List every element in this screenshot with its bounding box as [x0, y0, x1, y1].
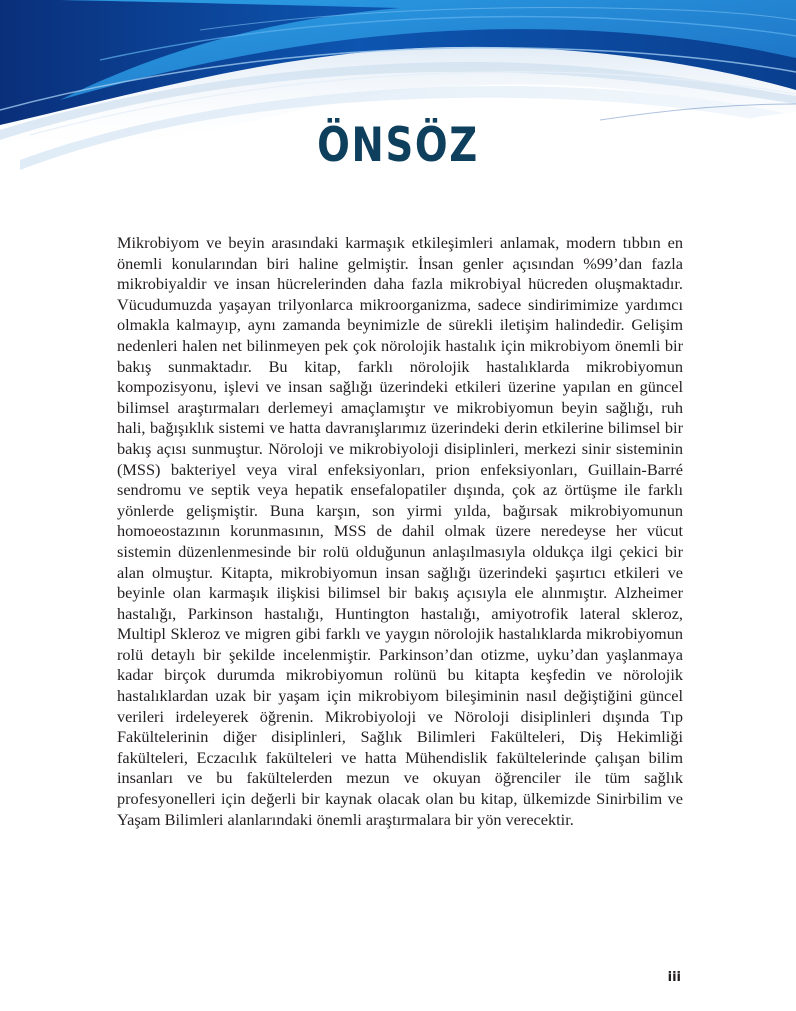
page-number: iii: [667, 970, 681, 985]
preface-paragraph: Mikrobiyom ve beyin arasındaki karmaşık etkileşimleri anlamak, modern tıbbın en önemli konularından biri haline gelmiştir. İnsan genler açısından %99’dan fazla mikrobiyaldir ve insan hücrelerinden daha fazla mikrobiyal hücreden oluşmaktadır. Vücudumuzda yaşayan trilyonlarca mikroorganizma, sadece sindirimimize yardımcı olmakla kalmayıp, aynı zamanda beynimizle de sürekli iletişim halindedir. Gelişim nedenleri halen net bilinmeyen pek çok nörolojik hastalık için mikrobiyom önemli bir bakış sunmaktadır. Bu kitap, farklı nörolojik hastalıklarda mikrobiyomun kompozisyonu, işlevi ve insan sağlığı üzerindeki etkileri üzerine yapılan en güncel bilimsel araştırmaları derlemeyi amaçlamıştır ve mikrobiyomun beyin sağlığı, ruh hali, bağışıklık sistemi ve hatta davranışlarımız üzerindeki derin etkilerine bilimsel bir bakış açısı sunmuştur. Nöroloji ve mikrobiyoloji disiplinleri, merkezi sinir sisteminin (MSS) bakteriyel veya viral enfeksiyonları, prion enfeksiyonları, Guillain-Barré sendromu ve septik veya hepatik ensefalopatiler dışında, çok az örtüşme ile farklı yönlerde gelişmiştir. Buna karşın, son yirmi yılda, bağırsak mikrobiyomunun homoeostazının korunmasının, MSS de dahil olmak üzere neredeyse her vücut sistemin düzenlenmesinde bir rolü olduğunun anlaşılmasıyla oldukça ilgi çekici bir alan olmuştur. Kitapta, mikrobiyomun insan sağlığı üzerindeki şaşırtıcı etkileri ve beyinle olan karmaşık ilişkisi bilimsel bir bakış açısıyla ele alınmıştır. Alzheimer hastalığı, Parkinson hastalığı, Huntington hastalığı, amiyotrofik lateral skleroz, Multipl Skleroz ve migren gibi farklı ve yaygın nörolojik hastalıklarda mikrobiyomun rolü detaylı bir şekilde incelenmiştir. Parkinson’dan otizme, uyku’dan yaşlanmaya kadar birçok durumda mikrobiyomun rolünü bu kitapta keşfedin ve nörolojik hastalıklardan uzak bir yaşam için mikrobiyom bileşiminin nasıl değiştiğini güncel verileri irdeleyerek öğrenin. Mikrobiyoloji ve Nöroloji disiplinleri dışında Tıp Fakültelerinin diğer disiplinleri, Sağlık Bilimleri Fakülteleri, Diş Hekimliği fakülteleri, Eczacılık fakülteleri ve hatta Mühendislik fakültelerinde çalışan bilim insanları ve bu fakültelerden mezun ve okuyan öğrenciler ile tüm sağlık profesyonelleri için değerli bir kaynak olacak olan bu kitap, ülkemizde Sinirbilim ve Yaşam Bilimleri alanlarındaki önemli araştırmalara bir yön verecektir.: [117, 233, 683, 829]
page-title: ÖNSÖZ: [317, 118, 479, 173]
